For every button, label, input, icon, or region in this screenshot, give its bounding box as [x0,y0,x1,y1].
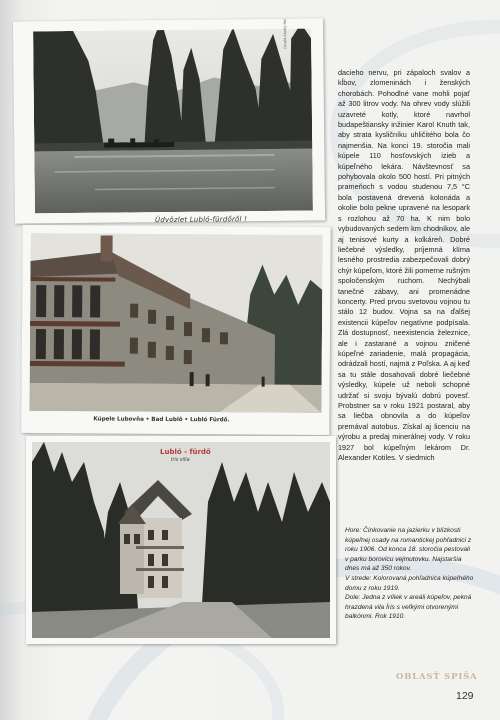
iris-villa-photo [32,442,330,638]
postcard-pond [13,18,325,223]
caption-bottom: Dole: Jedna z víliek v areáli kúpeľov, pekná hrazdená vila Íris s veľkými otvorenými balkónmi. Rok 1910. [345,594,472,621]
postcard-spa-house [21,225,330,435]
postcard-subtitle: Iris villa [171,458,190,463]
photo-captions [345,526,475,622]
publisher-stamp: Divald Károly fiai [282,19,288,49]
page-number: 129 [456,690,474,702]
spa-house-photo [29,233,322,413]
postcard-caption: Kúpele Lubovňa • Bad Lublô • Lubló Fürdő. [93,416,230,424]
postcard-iris-villa [26,436,336,644]
article-body: dacieho nervu, pri zápaloch svalov a kĺbov, zlomeninách i ženských chorobách. Pohodlné vane mohli pojať až 300 litrov vody. Na ohrev vody slúžili uzavreté kotly, ktoré navrhol budapeštiansky inžinier Karol Knuth tak, aby strata kysličníku uhličitého bola čo najmenšia. Na konci 19. storočia mali kúpele 110 hosťovských izieb a kúpeľného lekára. Návštevnosť sa pohybovala okolo 500 hostí. Pri pitných prameňoch s vodou studenou 7,5 °C bola postavená drevená kolonáda a okolie bolo pekne upravené na lesopark s rozlohou až 70 ha. K nim bolo vybudovaných sedem km chodníkov, ale aj tenisové kurty a kolkáreň. Dobré liečebné výsledky, príjemná klíma lesného prostredia zabezpečovali dobrý chýr kúpeľom, ktoré žili pomerne rušným spoločenským ruchom. Nechýbali tanečné zábavy, ani promenádne koncerty. Pred prvou svetovou vojnou tu stálo 12 budov. Vojna sa na ďalšej existencii kúpeľov negatívne podpísala. Zlá dostupnosť, neexistencia železnice, ale i zastarané a vojnou zničené kúpeľné zariadenie, malá propagácia, odrádzali hostí, najmä z Poľska. A aj keď sa tu stále dosahovali dobré liečebné výsledky, kúpele už neboli schopné udržať si svoju bývalú dobrú povesť. Probstner sa v roku 1921 postaral, aby sa liečba obnovila a do kúpeľov premával autobus. Získal aj licenciu na výrobu a predaj minerálnej vody. V roku 1927 bol kúpeľným lekárom Dr. Alexander Kotiles. V siedmich [338,68,470,463]
section-label: OBLASŤ SPIŠA [396,672,478,682]
caption-middle: V strede: Kolorovaná pohľadnica kúpeľného domu z roku 1919. [345,574,474,592]
postcard-title: Lubló - fürdő [160,448,211,456]
caption-top: Hore: Čínkovanie na jazierku v blízkosti kúpeľnej osady na romantickej pohľadnici z roku 1906. Od konca 18. storočia pestovali v parku borovicu vejmutovku. Najstaršia dnes má až 350 rokov. [345,527,472,573]
postcard-caption: Üdvözlet Lubló-fürdőről ! [154,215,248,225]
pond-photo [33,29,313,214]
